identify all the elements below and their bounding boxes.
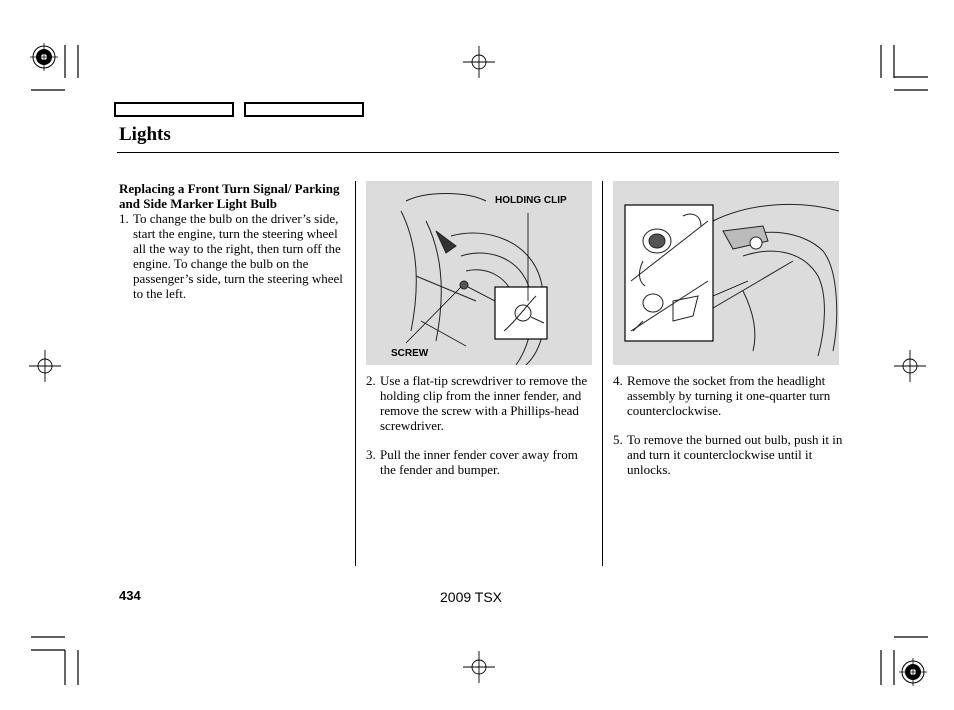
title-rule	[117, 152, 839, 153]
headlight-socket-illustration	[613, 181, 839, 365]
step-number: 3.	[366, 447, 376, 462]
fender-illustration	[366, 181, 592, 365]
step-text: To remove the burned out bulb, push it in and turn it counterclockwise until it unlocks.	[627, 432, 843, 477]
step-number: 2.	[366, 373, 376, 388]
screw-label: SCREW	[391, 348, 429, 359]
column-1	[119, 181, 351, 301]
step-number: 5.	[613, 432, 623, 447]
page-number: 434	[119, 588, 141, 603]
step-2	[366, 373, 592, 433]
column-divider-1	[355, 181, 356, 566]
step-number: 1.	[119, 211, 129, 226]
header-tab-box-right	[244, 102, 364, 117]
section-heading: Replacing a Front Turn Signal/ Parking and Side Marker Light Bulb	[119, 181, 340, 211]
header-tab-box-left	[114, 102, 234, 117]
step-text: Pull the inner fender cover away from the fender and bumper.	[380, 447, 578, 477]
column-divider-2	[602, 181, 603, 566]
step-text: To change the bulb on the driver’s side, start the engine, turn the steering wheel all the way to the right, then turn off the engine. To change the bulb on the passenger’s side, turn the steering wheel to the left.	[133, 211, 343, 301]
step-number: 4.	[613, 373, 623, 388]
step-text: Remove the socket from the headlight assembly by turning it one-quarter turn counterclockwise.	[627, 373, 831, 418]
model-label: 2009 TSX	[440, 589, 503, 605]
column-2	[366, 373, 592, 477]
step-3	[366, 447, 592, 477]
holding-clip-label: HOLDING CLIP	[495, 195, 567, 206]
step-text: Use a flat-tip screwdriver to remove the holding clip from the inner fender, and remove the screw with a Phillips-head screwdriver.	[380, 373, 588, 433]
page-title: Lights	[119, 124, 171, 145]
headlight-drawing	[613, 181, 839, 365]
step-1	[119, 211, 351, 301]
fender-drawing	[366, 181, 592, 365]
step-4	[613, 373, 843, 418]
step-5	[613, 432, 843, 477]
column-3	[613, 373, 843, 477]
